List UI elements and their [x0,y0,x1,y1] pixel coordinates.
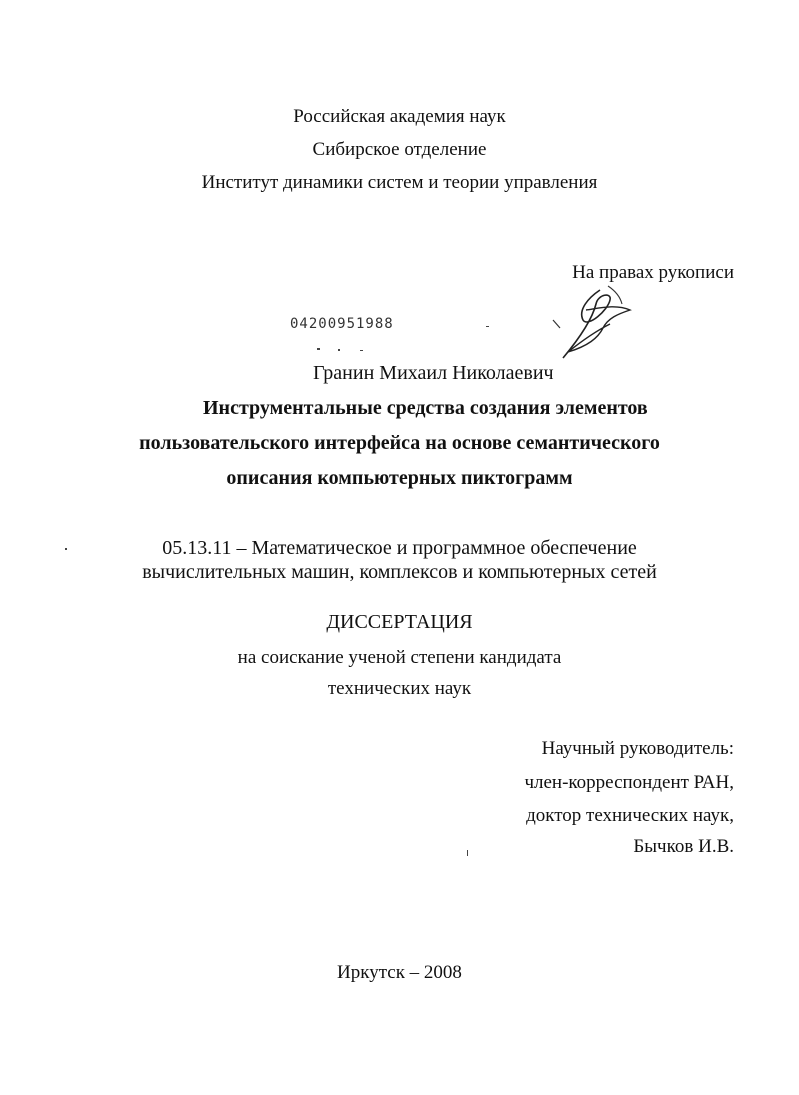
scan-speck [486,326,489,327]
supervisor-heading: Научный руководитель: [541,738,734,759]
scan-speck [317,348,320,350]
title-line-3: описания компьютерных пиктограмм [226,467,573,489]
academy-name: Российская академия наук [293,106,506,127]
signature-icon [548,280,638,365]
scan-speck [360,350,363,351]
specialty-line-1: 05.13.11 – Математическое и программное обеспечение [162,537,637,559]
manuscript-note: На правах рукописи [572,262,734,283]
specialty-line-2: вычислительных машин, комплексов и компьютерных сетей [142,561,657,583]
institute-name: Институт динамики систем и теории управления [201,172,598,193]
document-type: ДИССЕРТАЦИЯ [326,611,473,633]
supervisor-degree: доктор технических наук, [526,805,734,826]
title-line-1: Инструментальные средства создания элементов [203,397,648,419]
degree-line-1: на соискание ученой степени кандидата [237,647,562,668]
scan-speck [467,850,468,856]
archive-number: 04200951988 [290,316,394,332]
scan-speck [338,349,340,351]
title-line-2: пользовательского интерфейса на основе семантического [139,432,660,454]
degree-line-2: технических наук [327,678,472,699]
supervisor-name: Бычков И.В. [633,836,734,857]
author-name: Гранин Михаил Николаевич [313,362,554,384]
supervisor-rank: член-корреспондент РАН, [524,772,734,793]
branch-name: Сибирское отделение [312,139,487,160]
city-year: Иркутск – 2008 [337,962,462,983]
